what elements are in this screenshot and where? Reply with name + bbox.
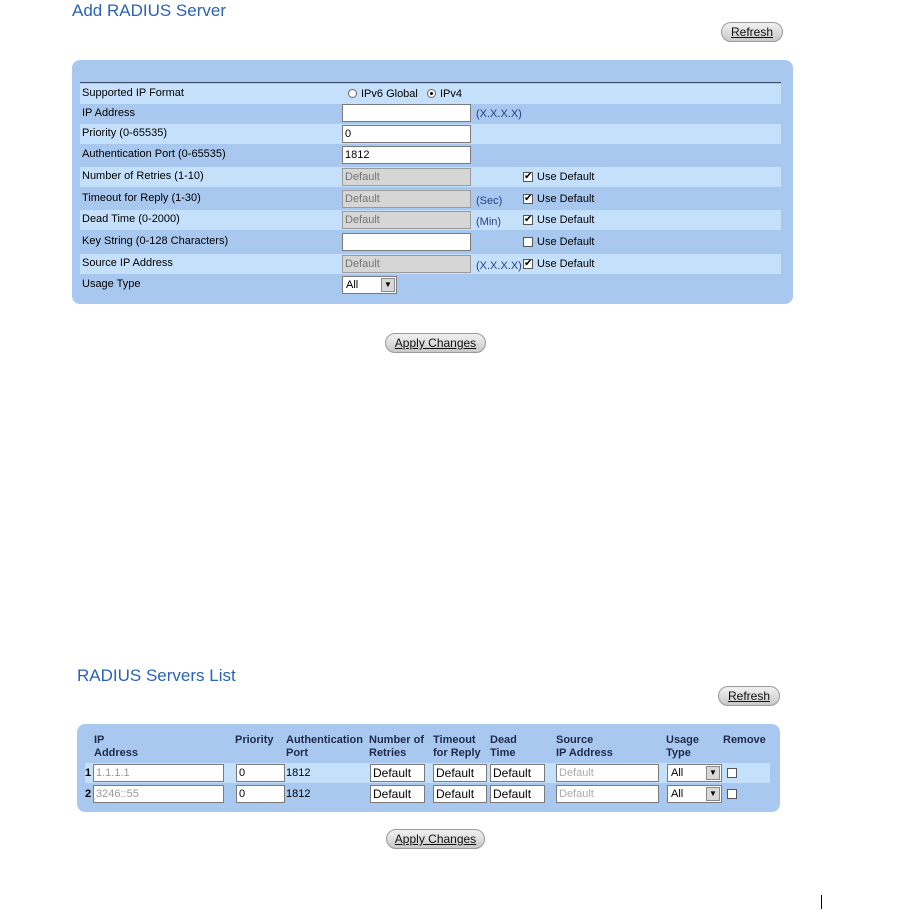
retries-input[interactable] xyxy=(342,168,471,186)
row-key-string xyxy=(80,232,781,252)
page-margin-mark xyxy=(821,895,822,909)
add-server-form-panel xyxy=(72,60,793,304)
list-refresh-button[interactable]: Refresh xyxy=(718,686,780,706)
row-usage-type xyxy=(80,275,781,295)
row-ip-address xyxy=(80,104,781,124)
retries-use-default-checkbox[interactable]: ✔ xyxy=(524,171,533,182)
chevron-down-icon: ▼ xyxy=(381,278,395,292)
ip-format-radio-group xyxy=(348,88,462,100)
row-dead-time-input[interactable] xyxy=(490,785,545,803)
retries-label: Number of Retries (1-10) xyxy=(82,170,204,182)
radio-selected-icon xyxy=(427,89,436,98)
key-string-use-default-label: Use Default xyxy=(537,236,595,248)
usage-type-label: Usage Type xyxy=(82,278,141,290)
dead-time-label: Dead Time (0-2000) xyxy=(82,213,180,225)
page-title-add-radius-server: Add RADIUS Server xyxy=(72,1,226,20)
header-source-ip-address: Source IP Address xyxy=(556,734,613,759)
timeout-use-default-checkbox[interactable]: ✔ xyxy=(524,193,533,204)
row-timeout-input[interactable] xyxy=(433,785,487,803)
apply-changes-button[interactable]: Apply Changes xyxy=(385,333,486,353)
chevron-down-icon: ▼ xyxy=(706,787,720,801)
header-dead-time: Dead Time xyxy=(490,734,517,759)
timeout-use-default-label: Use Default xyxy=(537,193,595,205)
dead-time-input[interactable] xyxy=(342,211,471,229)
table-row xyxy=(85,784,770,804)
header-remove: Remove xyxy=(723,734,766,746)
row-usage-type-select[interactable]: All ▼ xyxy=(667,764,722,782)
row-ip-input[interactable] xyxy=(93,764,224,782)
dead-time-use-default-checkbox[interactable]: ✔ xyxy=(524,214,533,225)
row-retries-input[interactable] xyxy=(370,764,425,782)
row-timeout-input[interactable] xyxy=(433,764,487,782)
source-ip-input[interactable] xyxy=(342,255,471,273)
usage-type-select[interactable]: All ▼ xyxy=(342,276,397,294)
retries-use-default-label: Use Default xyxy=(537,171,595,183)
row-number: 1 xyxy=(85,767,92,779)
row-timeout-for-reply xyxy=(80,189,781,209)
supported-ip-format-label: Supported IP Format xyxy=(82,87,184,99)
timeout-unit: (Sec) xyxy=(476,195,503,207)
row-dead-time-input[interactable] xyxy=(490,764,545,782)
row-dead-time xyxy=(80,210,781,230)
radio-icon xyxy=(348,89,357,98)
timeout-input[interactable] xyxy=(342,190,471,208)
header-priority: Priority xyxy=(235,734,274,746)
row-priority-input[interactable] xyxy=(236,785,285,803)
source-ip-use-default-checkbox[interactable]: ✔ xyxy=(524,258,533,269)
header-number-of-retries: Number of Retries xyxy=(369,734,424,759)
ip-address-label: IP Address xyxy=(82,107,135,119)
row-source-ip-input[interactable] xyxy=(556,764,659,782)
authentication-port-input[interactable] xyxy=(342,146,471,164)
header-usage-type: Usage Type xyxy=(666,734,700,759)
header-ip-address: IP Address xyxy=(94,734,139,759)
priority-input[interactable] xyxy=(342,125,471,143)
row-supported-ip-format xyxy=(80,84,781,104)
row-ip-input[interactable] xyxy=(93,785,224,803)
authentication-port-label: Authentication Port (0-65535) xyxy=(82,148,226,160)
row-source-ip-address xyxy=(80,254,781,274)
dead-time-use-default-label: Use Default xyxy=(537,214,595,226)
row-usage-type-select[interactable]: All ▼ xyxy=(667,785,722,803)
page-title-radius-servers-list: RADIUS Servers List xyxy=(77,666,236,685)
row-retries-input[interactable] xyxy=(370,785,425,803)
header-authentication-port: Authentication Port xyxy=(286,734,363,759)
row-auth-port: 1812 xyxy=(286,767,311,779)
row-priority-input[interactable] xyxy=(236,764,285,782)
source-ip-label: Source IP Address xyxy=(82,257,173,269)
priority-label: Priority (0-65535) xyxy=(82,127,167,139)
row-authentication-port xyxy=(80,145,781,165)
row-source-ip-input[interactable] xyxy=(556,785,659,803)
ipv6-global-radio[interactable]: IPv6 Global xyxy=(348,88,418,100)
ip-address-input[interactable] xyxy=(342,104,471,122)
row-priority xyxy=(80,124,781,144)
servers-list-panel xyxy=(77,724,780,812)
refresh-button[interactable]: Refresh xyxy=(721,22,783,42)
source-ip-format-hint: (X.X.X.X) xyxy=(476,260,522,272)
timeout-label: Timeout for Reply (1-30) xyxy=(82,192,201,204)
source-ip-use-default-label: Use Default xyxy=(537,258,595,270)
header-timeout-for-reply: Timeout for Reply xyxy=(433,734,481,759)
ip-address-format-hint: (X.X.X.X) xyxy=(476,108,522,120)
row-number: 2 xyxy=(85,788,92,800)
row-remove-checkbox[interactable] xyxy=(727,789,737,799)
list-apply-changes-button[interactable]: Apply Changes xyxy=(386,829,485,849)
row-number-of-retries xyxy=(80,167,781,187)
row-remove-checkbox[interactable] xyxy=(727,768,737,778)
ipv4-radio[interactable]: IPv4 xyxy=(427,88,462,100)
table-row xyxy=(85,763,770,783)
key-string-label: Key String (0-128 Characters) xyxy=(82,235,229,247)
dead-time-unit: (Min) xyxy=(476,216,502,228)
key-string-input[interactable] xyxy=(342,233,471,251)
key-string-use-default-checkbox[interactable] xyxy=(523,237,533,247)
row-auth-port: 1812 xyxy=(286,788,311,800)
chevron-down-icon: ▼ xyxy=(706,766,720,780)
